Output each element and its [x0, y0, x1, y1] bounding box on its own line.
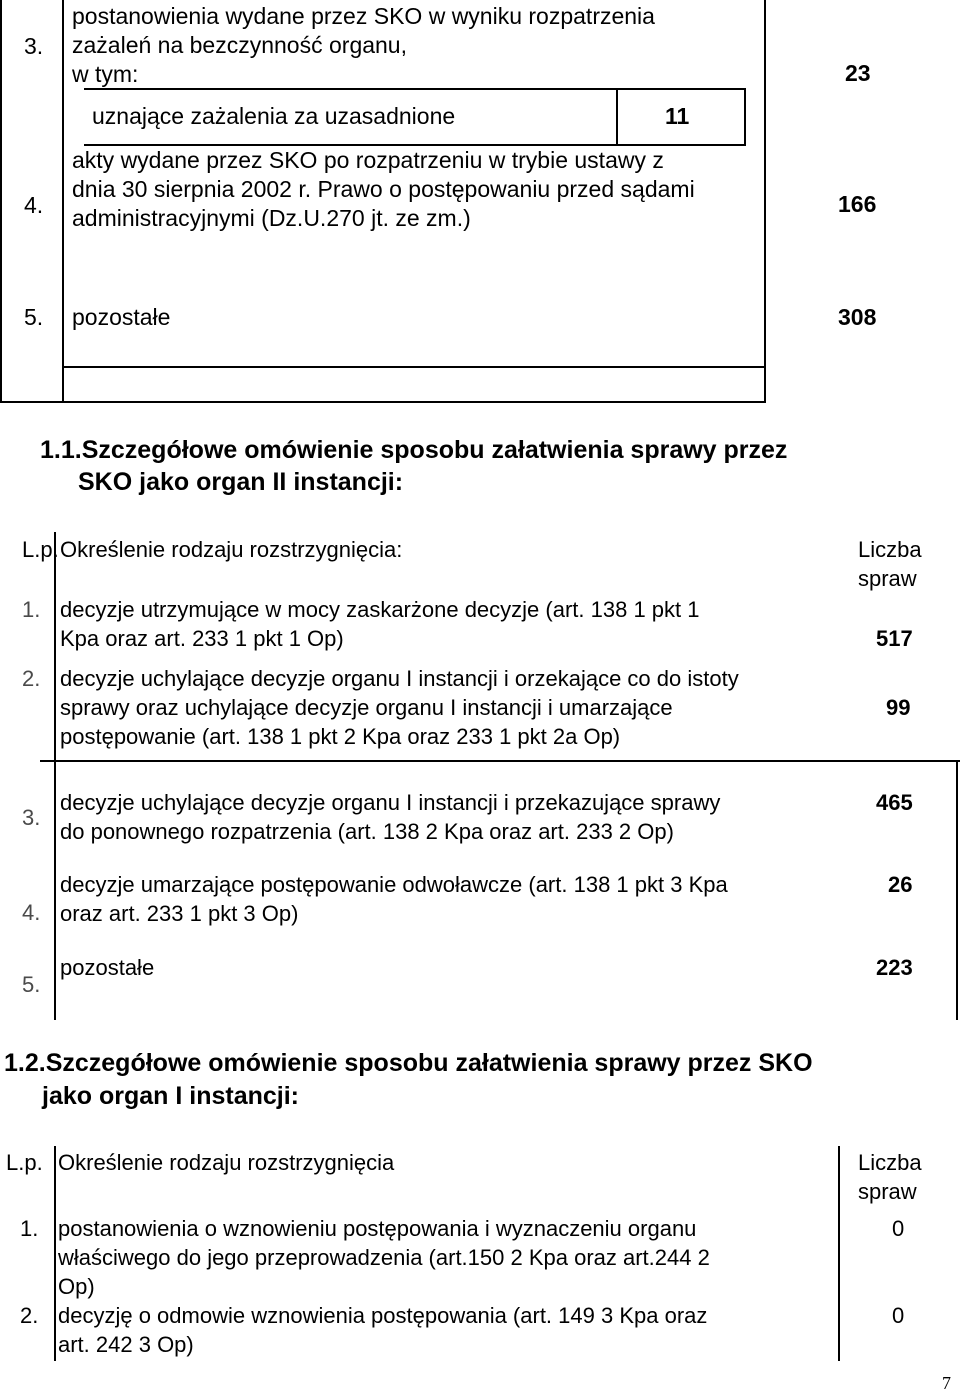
- row-text: oraz art. 233 1 pkt 3 Op): [60, 901, 299, 926]
- row-text: właściwego do jego przeprowadzenia (art.150 2 Kpa oraz art.244 2: [58, 1245, 710, 1270]
- table-border-left: [0, 0, 2, 403]
- row-number: 4.: [24, 192, 44, 218]
- table-border-value: [764, 0, 766, 403]
- row-value: 223: [876, 955, 913, 980]
- section-heading: jako organ I instancji:: [42, 1082, 299, 1110]
- row-value: 166: [838, 191, 877, 217]
- header-count: Liczba: [858, 537, 922, 562]
- table-column-divider: [838, 1146, 840, 1361]
- row-number: 5.: [24, 304, 44, 330]
- row-text: sprawy oraz uchylające decyzje organu I instancji i umarzające: [60, 695, 673, 720]
- row-value: 308: [838, 304, 877, 330]
- row-text: decyzję o odmowie wznowienia postępowania (art. 149 3 Kpa oraz: [58, 1303, 708, 1328]
- subcell-divider: [616, 88, 618, 146]
- header-count: spraw: [858, 1179, 917, 1204]
- page-number: 7: [942, 1373, 951, 1393]
- row-text: art. 242 3 Op): [58, 1332, 194, 1357]
- row-value: 23: [845, 60, 871, 86]
- row-text: postępowanie (art. 138 1 pkt 2 Kpa oraz 233 1 pkt 2a Op): [60, 724, 621, 749]
- row-text: decyzje umarzające postępowanie odwoławcze (art. 138 1 pkt 3 Kpa: [60, 872, 728, 897]
- row-text: Kpa oraz art. 233 1 pkt 1 Op): [60, 626, 344, 651]
- row-text: Op): [58, 1274, 95, 1299]
- header-count: spraw: [858, 566, 917, 591]
- subcell-top: [84, 88, 746, 90]
- row-text: dnia 30 sierpnia 2002 r. Prawo o postępowaniu przed sądami: [72, 176, 695, 202]
- row-text: akty wydane przez SKO po rozpatrzeniu w trybie ustawy z: [72, 147, 664, 173]
- header-lp: L.p.: [22, 537, 59, 562]
- section-heading: 1.1.Szczegółowe omówienie sposobu załatwienia sprawy przez: [40, 436, 788, 464]
- row-text: pozostałe: [72, 304, 171, 330]
- header-count: Liczba: [858, 1150, 922, 1175]
- row-value: 0: [892, 1303, 905, 1328]
- subcell-right: [744, 88, 746, 146]
- row-text: decyzje uchylające decyzje organu I instancji i orzekające co do istoty: [60, 666, 739, 691]
- table-column-divider: [54, 532, 56, 1020]
- row-number: 3.: [22, 805, 41, 830]
- row-text: pozostałe: [60, 955, 155, 980]
- section-heading: SKO jako organ II instancji:: [78, 468, 404, 496]
- table-column-divider: [54, 1146, 56, 1361]
- row-text: decyzje utrzymujące w mocy zaskarżone decyzje (art. 138 1 pkt 1: [60, 597, 700, 622]
- row-text: w tym:: [72, 61, 139, 87]
- sub-label: uznające zażalenia za uzasadnione: [92, 103, 456, 129]
- row-number: 5.: [22, 972, 41, 997]
- table-inner-line: [62, 366, 766, 368]
- row-text: postanowienia o wznowieniu postępowania i wyznaczeniu organu: [58, 1216, 697, 1241]
- header-lp: L.p.: [6, 1150, 43, 1175]
- row-number: 3.: [24, 33, 44, 59]
- table-border-num: [62, 0, 64, 403]
- row-text: administracyjnymi (Dz.U.270 jt. ze zm.): [72, 205, 471, 231]
- row-value: 99: [886, 695, 911, 720]
- row-number: 1.: [20, 1216, 39, 1241]
- section-heading: 1.2.Szczegółowe omówienie sposobu załatwienia sprawy przez SKO: [4, 1049, 813, 1077]
- row-value: 465: [876, 790, 913, 815]
- row-text: postanowienia wydane przez SKO w wyniku rozpatrzenia: [72, 3, 655, 29]
- row-text: decyzje uchylające decyzje organu I instancji i przekazujące sprawy: [60, 790, 721, 815]
- table-border-right: [956, 760, 958, 1020]
- row-text: do ponownego rozpatrzenia (art. 138 2 Kpa oraz art. 233 2 Op): [60, 819, 674, 844]
- table-row-divider: [40, 760, 960, 762]
- row-value: 517: [876, 626, 913, 651]
- row-value: 26: [888, 872, 913, 897]
- row-number: 1.: [22, 597, 41, 622]
- header-description: Określenie rodzaju rozstrzygnięcia:: [60, 537, 403, 562]
- row-value: 0: [892, 1216, 905, 1241]
- sub-value: 11: [665, 103, 690, 129]
- row-number: 2.: [20, 1303, 39, 1328]
- row-number: 2.: [22, 666, 41, 691]
- header-description: Określenie rodzaju rozstrzygnięcia: [58, 1150, 395, 1175]
- row-text: zażaleń na bezczynność organu,: [72, 32, 407, 58]
- table-border-bottom: [0, 401, 766, 403]
- row-number: 4.: [22, 900, 41, 925]
